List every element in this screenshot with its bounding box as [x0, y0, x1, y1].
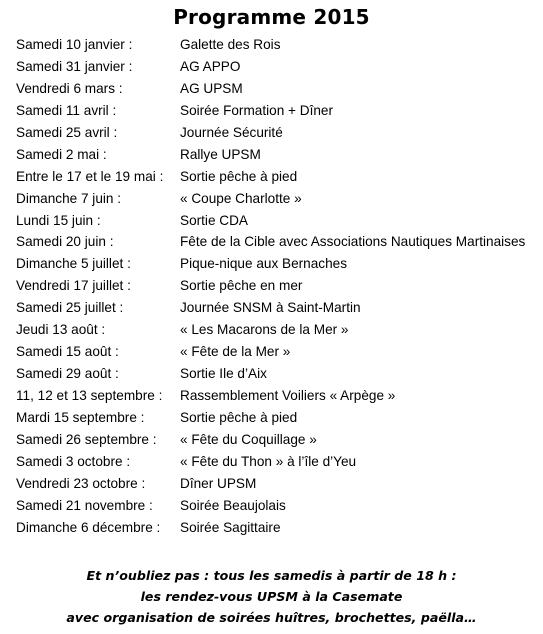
program-row — [16, 341, 543, 363]
program-date: Mardi 15 septembre : — [16, 409, 145, 425]
program-date: Samedi 20 juin : — [16, 234, 114, 250]
program-date: 11, 12 et 13 septembre : — [16, 388, 163, 403]
program-event: « Coupe Charlotte » — [180, 190, 302, 206]
program-event: Fête de la Cible avec Associations Nautiques Martinaises — [180, 234, 526, 250]
program-row — [16, 166, 543, 188]
program-event: Dîner UPSM — [180, 475, 257, 491]
program-event: Soirée Sagittaire — [180, 519, 281, 535]
program-row — [16, 78, 543, 100]
program-date: Samedi 15 août : — [16, 344, 119, 360]
program-date: Samedi 21 novembre : — [16, 497, 153, 513]
program-date: Samedi 31 janvier : — [16, 58, 133, 74]
program-row — [16, 144, 543, 166]
program-event: Pique-nique aux Bernaches — [180, 256, 348, 272]
program-date: Samedi 10 janvier : — [16, 37, 133, 52]
program-list — [16, 34, 543, 539]
program-date: Vendredi 17 juillet : — [16, 278, 131, 294]
program-date: Lundi 15 juin : — [16, 212, 101, 228]
program-row — [16, 429, 543, 451]
program-event: Journée SNSM à Saint-Martin — [180, 300, 361, 316]
program-event: Rassemblement Voiliers « Arpège » — [180, 388, 396, 403]
program-event: Soirée Beaujolais — [180, 497, 286, 513]
program-row — [16, 122, 543, 144]
program-date: Samedi 25 juillet : — [16, 300, 124, 316]
program-row — [16, 451, 543, 473]
program-row — [16, 253, 543, 275]
program-event: Soirée Formation + Dîner — [180, 102, 333, 118]
program-row — [16, 495, 543, 517]
footer-line: Et n’oubliez pas : tous les samedis à partir de 18 h : — [86, 568, 457, 583]
program-event: Sortie pêche à pied — [180, 409, 298, 425]
program-row — [16, 473, 543, 495]
program-date: Vendredi 6 mars : — [16, 80, 123, 96]
program-row — [16, 34, 543, 56]
footer-line: avec organisation de soirées huîtres, brochettes, paëlla… — [66, 610, 477, 625]
program-date: Samedi 26 septembre : — [16, 431, 157, 447]
program-date: Dimanche 7 juin : — [16, 190, 122, 206]
program-row — [16, 231, 543, 253]
program-row — [16, 188, 543, 210]
program-date: Vendredi 23 octobre : — [16, 475, 146, 491]
footer-line: les rendez-vous UPSM à la Casemate — [140, 589, 403, 604]
program-date: Dimanche 5 juillet : — [16, 256, 131, 272]
program-date: Samedi 2 mai : — [16, 146, 107, 162]
program-date: Samedi 3 octobre : — [16, 453, 131, 469]
program-date: Entre le 17 et le 19 mai : — [16, 168, 164, 184]
program-event: « Fête du Coquillage » — [180, 431, 317, 447]
program-row — [16, 297, 543, 319]
program-event: « Fête du Thon » à l’île d’Yeu — [180, 453, 357, 469]
program-event: AG UPSM — [180, 80, 243, 96]
program-row — [16, 517, 543, 539]
program-row — [16, 363, 543, 385]
program-row — [16, 319, 543, 341]
program-date: Samedi 25 avril : — [16, 124, 118, 140]
program-event: Sortie pêche en mer — [180, 278, 303, 294]
program-row — [16, 407, 543, 429]
program-date: Dimanche 6 décembre : — [16, 519, 161, 535]
page-title: Programme 2015 — [173, 5, 370, 29]
program-event: AG APPO — [180, 58, 241, 74]
program-event: « Les Macarons de la Mer » — [180, 322, 349, 338]
program-date: Samedi 29 août : — [16, 366, 119, 382]
program-date: Jeudi 13 août : — [16, 322, 106, 338]
program-row — [16, 210, 543, 232]
program-event: Sortie CDA — [180, 212, 248, 228]
program-event: Journée Sécurité — [180, 124, 283, 140]
program-event: Rallye UPSM — [180, 146, 261, 162]
footer-note — [0, 565, 543, 628]
program-event: Sortie Ile d’Aix — [180, 366, 267, 382]
program-row — [16, 275, 543, 297]
program-event: Sortie pêche à pied — [180, 168, 298, 184]
program-event: Galette des Rois — [180, 37, 281, 52]
program-date: Samedi 11 avril : — [16, 102, 117, 118]
program-row — [16, 56, 543, 78]
program-row — [16, 385, 543, 407]
program-event: « Fête de la Mer » — [180, 344, 291, 360]
program-row — [16, 100, 543, 122]
